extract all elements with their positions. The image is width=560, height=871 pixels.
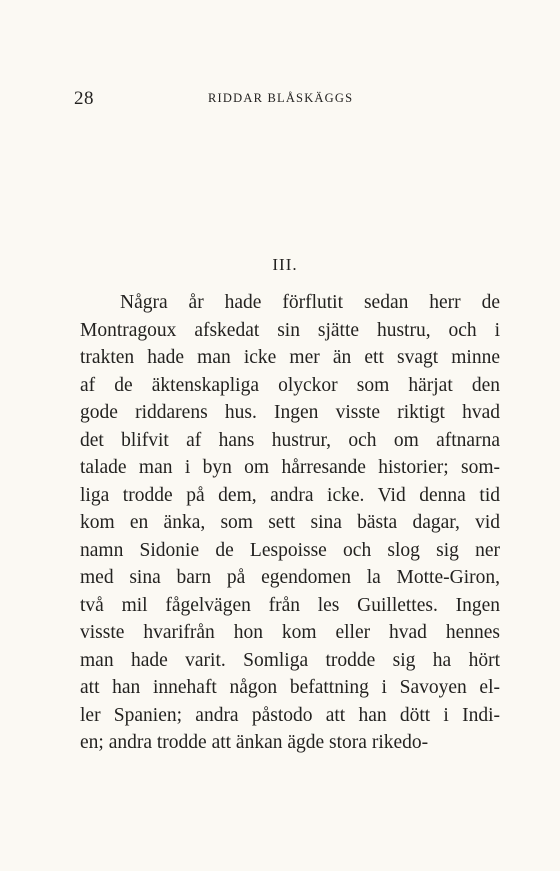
running-title: RIDDAR BLÅSKÄGGS xyxy=(208,91,354,105)
text-line: Montragoux afskedat sin sjätte hustru, och i xyxy=(80,319,500,341)
text-line: namn Sidonie de Lespoisse och slog sig ner xyxy=(80,539,500,561)
text-line: af de äktenskapliga olyckor som härjat den xyxy=(80,374,500,396)
text-line: trakten hade man icke mer än ett svagt minne xyxy=(80,347,500,368)
text-line: gode riddarens hus. Ingen visste riktigt hvad xyxy=(80,402,500,423)
text-line: kom en änka, som sett sina bästa dagar, vid xyxy=(80,512,500,533)
text-line: en; andra trodde att änkan ägde stora rikedo- xyxy=(80,732,429,753)
text-line: två mil fågelvägen från les Guillettes. Ingen xyxy=(80,594,500,616)
text-line: att han innehaft någon befattning i Savoyen el- xyxy=(80,677,500,698)
page-header xyxy=(74,88,494,112)
page-number: 28 xyxy=(74,88,94,109)
text-line: liga trodde på dem, andra icke. Vid denna tid xyxy=(80,484,500,506)
chapter-heading: III. xyxy=(272,255,298,274)
text-line: det blifvit af hans hustrur, och om aftnarna xyxy=(80,429,500,451)
text-line: man hade varit. Somliga trodde sig ha hört xyxy=(80,649,500,671)
text-line: med sina barn på egendomen la Motte-Giron, xyxy=(80,567,500,588)
text-line: Några år hade förflutit sedan herr de xyxy=(120,292,500,313)
text-line: talade man i byn om hårresande historier; som- xyxy=(80,457,500,478)
text-line: ler Spanien; andra påstodo att han dött i Indi- xyxy=(80,704,500,726)
body-paragraph xyxy=(80,289,500,757)
text-line: visste hvarifrån hon kom eller hvad hennes xyxy=(80,622,500,643)
